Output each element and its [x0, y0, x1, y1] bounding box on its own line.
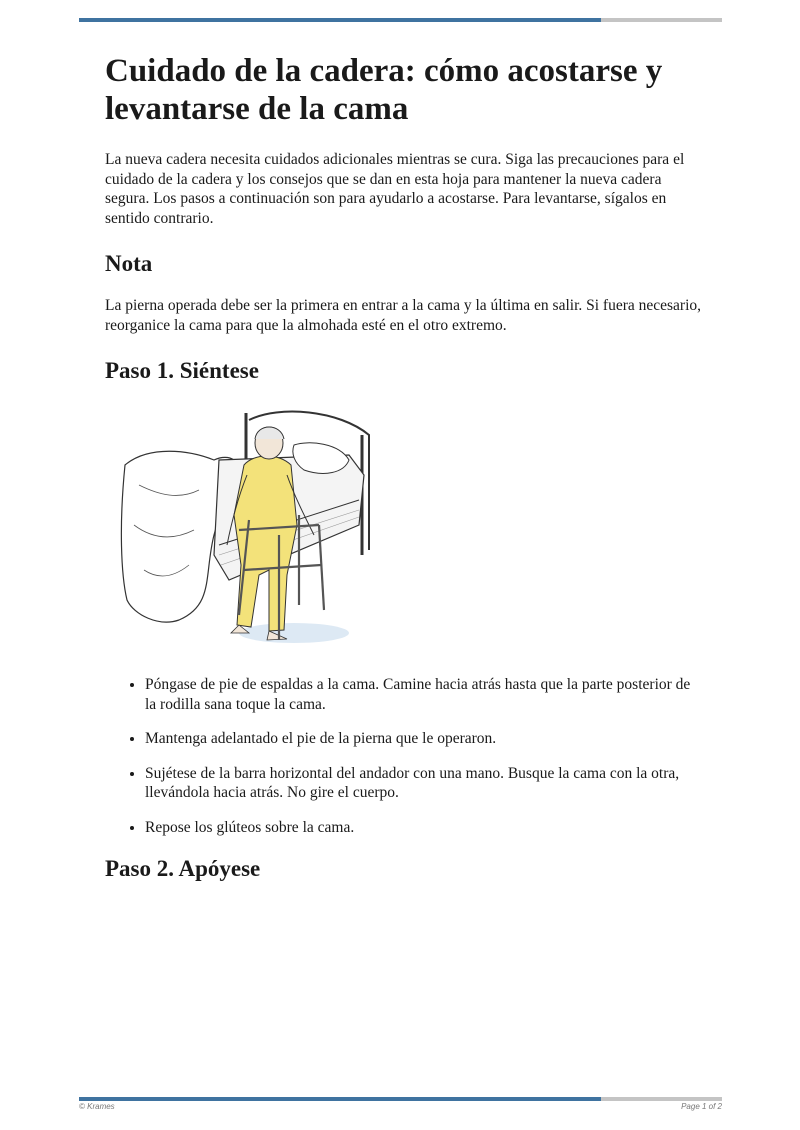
bottom-rule-gray — [601, 1097, 722, 1101]
top-rule-gray — [601, 18, 722, 22]
top-rule — [79, 18, 722, 22]
bottom-rule — [79, 1097, 722, 1101]
nota-heading: Nota — [105, 251, 153, 276]
top-rule-blue — [79, 18, 601, 22]
document-body — [105, 52, 705, 883]
intro-paragraph: La nueva cadera necesita cuidados adicionales mientras se cura. Siga las precauciones para el cuidado de la cadera y los consejos que se dan en esta hoja para mantener la nueva cadera segura. Los pasos a continuación son para ayudarlo a acostarse. Para levantarse, sígalos en sentido contrario. — [105, 151, 685, 227]
paso2-heading: Paso 2. Apóyese — [105, 856, 261, 881]
paso1-list — [105, 675, 705, 837]
bottom-rule-blue — [79, 1097, 601, 1101]
list-item: • Repose los glúteos sobre la cama. — [145, 818, 705, 838]
list-item: • Sujétese de la barra horizontal del andador con una mano. Busque la cama con la otra, llevándola hacia atrás. No gire el cuerpo. — [145, 764, 705, 803]
page-number: Page 1 of 2 — [681, 1102, 722, 1111]
sitting-on-bed-illustration — [119, 405, 389, 655]
list-item: • Póngase de pie de espaldas a la cama. Camine hacia atrás hasta que la parte posterior de la rodilla sana toque la cama. — [145, 675, 705, 714]
list-item: • Mantenga adelantado el pie de la pierna que le operaron. — [145, 729, 705, 749]
paso1-heading: Paso 1. Siéntese — [105, 358, 259, 383]
nota-paragraph: La pierna operada debe ser la primera en entrar a la cama y la última en salir. Si fuera necesario, reorganice la cama para que la almohada esté en el otro extremo. — [105, 297, 702, 334]
copyright-text: © Krames — [79, 1102, 115, 1111]
page-title: Cuidado de la cadera: cómo acostarse y levantarse de la cama — [105, 53, 663, 127]
